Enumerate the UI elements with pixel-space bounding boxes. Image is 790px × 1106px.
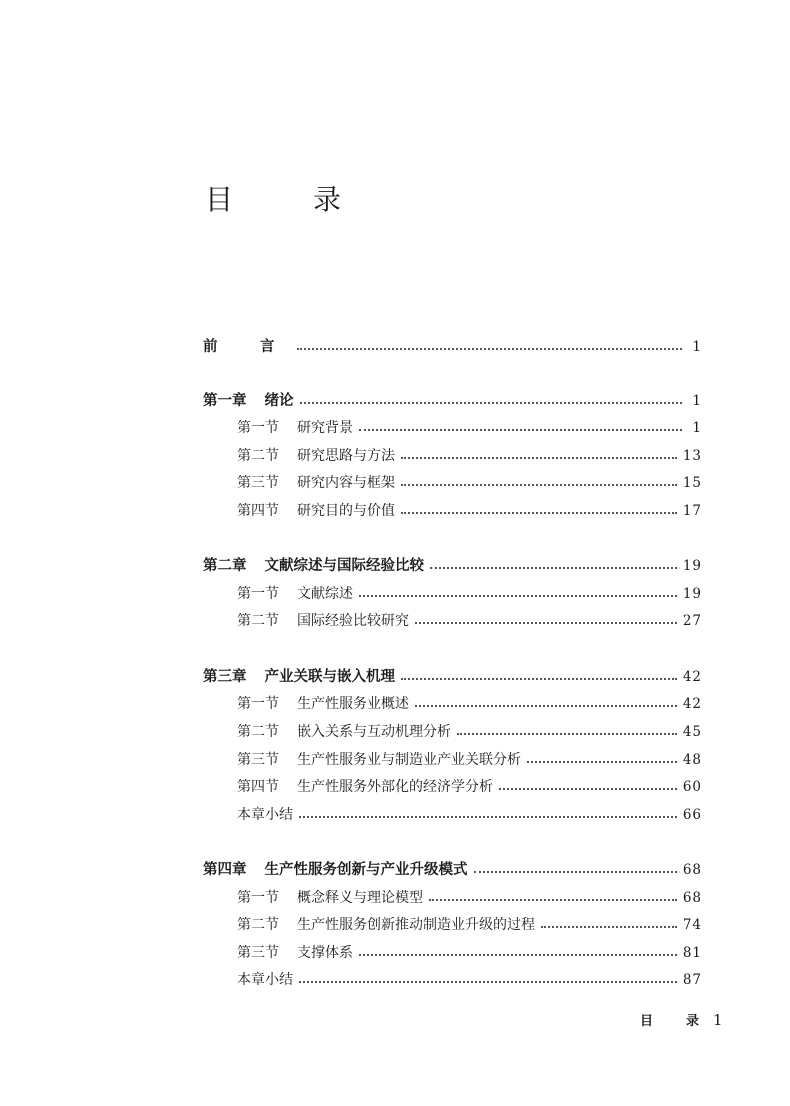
chapter-number: 第三章 <box>203 668 247 685</box>
section-number: 第三节 <box>237 945 279 961</box>
toc-page-number: 60 <box>682 779 702 795</box>
dot-leader <box>541 926 677 928</box>
toc-page-number: 13 <box>682 448 702 464</box>
section-number: 第一节 <box>237 586 279 602</box>
toc-entry-label <box>203 665 395 689</box>
section-number: 第二节 <box>237 613 279 629</box>
toc-entry-section[interactable] <box>237 720 702 744</box>
toc-entry-label <box>203 389 294 413</box>
toc-page-number: 17 <box>682 503 702 519</box>
section-title: 国际经验比较研究 <box>297 613 409 629</box>
dot-leader <box>401 457 677 459</box>
toc-entry-section[interactable] <box>237 416 702 440</box>
section-number: 第一节 <box>237 420 279 436</box>
toc-page-number: 27 <box>682 613 702 629</box>
chapter-title: 绪论 <box>264 392 294 409</box>
page-footer <box>640 1010 723 1029</box>
section-title: 研究背景 <box>297 420 353 436</box>
dot-leader <box>297 348 683 350</box>
dot-leader <box>474 871 677 873</box>
section-number: 第一节 <box>237 890 279 906</box>
dot-leader <box>499 788 677 790</box>
section-title: 嵌入关系与互动机理分析 <box>297 724 451 740</box>
toc-entry-label <box>237 720 451 744</box>
section-title: 生产性服务外部化的经济学分析 <box>297 779 493 795</box>
toc-entry-section[interactable] <box>237 913 702 937</box>
toc-entry-section[interactable] <box>237 499 702 523</box>
dot-leader <box>401 678 677 680</box>
toc-entry-label <box>237 582 353 606</box>
toc-entry-section[interactable] <box>237 582 702 606</box>
chapter-number: 第一章 <box>203 392 247 409</box>
toc-page-number: 1 <box>692 393 702 409</box>
chapter-title: 文献综述与国际经验比较 <box>264 557 424 574</box>
section-title: 文献综述 <box>297 586 353 602</box>
dot-leader <box>359 595 677 597</box>
chapter-title: 生产性服务创新与产业升级模式 <box>264 861 468 878</box>
section-number: 第三节 <box>237 475 279 491</box>
toc-page-number: 42 <box>682 696 702 712</box>
toc-entry-label <box>203 858 468 882</box>
toc-entry-chapter[interactable] <box>203 554 702 578</box>
section-number: 第二节 <box>237 448 279 464</box>
dot-leader <box>299 816 677 818</box>
dot-leader <box>415 705 677 707</box>
dot-leader <box>457 733 677 735</box>
toc-entry-section[interactable] <box>237 609 702 633</box>
toc-entry-chapter[interactable] <box>203 665 702 689</box>
page-title: 目 录 <box>205 183 368 216</box>
dot-leader <box>300 402 683 404</box>
toc-entry-label <box>237 968 293 992</box>
dot-leader <box>401 484 677 486</box>
toc-page-number: 87 <box>682 972 702 988</box>
toc-page-number: 66 <box>682 807 702 823</box>
toc-page-number: 19 <box>682 586 702 602</box>
footer-page-number: 1 <box>713 1011 723 1029</box>
section-title: 研究思路与方法 <box>297 448 395 464</box>
section-title: 生产性服务业概述 <box>297 696 409 712</box>
toc-entry-label <box>237 471 395 495</box>
toc-entry-chapter[interactable] <box>203 858 702 882</box>
dot-leader <box>401 512 677 514</box>
toc-entry-summary[interactable] <box>237 968 702 992</box>
section-number: 第四节 <box>237 503 279 519</box>
toc-page-number: 1 <box>692 420 702 436</box>
toc-entry-label <box>237 692 409 716</box>
dot-leader <box>299 981 677 983</box>
toc-entry-label <box>237 748 521 772</box>
toc-page-number: 48 <box>682 752 702 768</box>
toc-page-number: 81 <box>682 945 702 961</box>
section-number: 第四节 <box>237 779 279 795</box>
toc-page-number: 45 <box>682 724 702 740</box>
toc-entry-label <box>237 941 353 965</box>
toc-entry-label <box>237 416 353 440</box>
dot-leader <box>527 761 677 763</box>
section-number: 第三节 <box>237 752 279 768</box>
toc-entry-label <box>237 886 423 910</box>
toc-entry-section[interactable] <box>237 775 702 799</box>
toc-entry-label <box>237 609 409 633</box>
toc-entry-section[interactable] <box>237 748 702 772</box>
toc-entry-label <box>237 803 293 827</box>
section-title: 研究内容与框架 <box>297 475 395 491</box>
section-title: 支撑体系 <box>297 945 353 961</box>
section-title: 本章小结 <box>237 972 293 988</box>
section-title: 研究目的与价值 <box>297 503 395 519</box>
running-footer-title: 目 录 <box>640 1014 710 1029</box>
section-title: 概念释义与理论模型 <box>297 890 423 906</box>
toc-page-number: 15 <box>682 475 702 491</box>
chapter-number: 第二章 <box>203 557 247 574</box>
toc-entry-section[interactable] <box>237 444 702 468</box>
toc-entry-label <box>237 913 535 937</box>
toc-entry-chapter[interactable] <box>203 389 702 413</box>
toc-page-number: 1 <box>692 339 702 355</box>
toc-page-number: 74 <box>682 917 702 933</box>
dot-leader <box>430 567 677 569</box>
toc-entry-section[interactable] <box>237 692 702 716</box>
toc-entry-preface[interactable] <box>203 335 702 359</box>
toc-page-number: 68 <box>682 862 702 878</box>
section-number: 第一节 <box>237 696 279 712</box>
toc-entry-label <box>203 554 424 578</box>
chapter-title: 产业关联与嵌入机理 <box>264 668 395 685</box>
dot-leader <box>359 429 682 431</box>
section-number: 第二节 <box>237 917 279 933</box>
toc-page-number: 68 <box>682 890 702 906</box>
toc-page-number: 42 <box>682 669 702 685</box>
dot-leader <box>429 899 677 901</box>
dot-leader <box>359 954 677 956</box>
dot-leader <box>415 622 677 624</box>
toc-entry-label <box>237 444 395 468</box>
toc-entry-label <box>237 499 395 523</box>
section-title: 本章小结 <box>237 807 293 823</box>
toc-entry-section[interactable] <box>237 941 702 965</box>
toc-entry-label <box>237 775 493 799</box>
toc-entry-summary[interactable] <box>237 803 702 827</box>
chapter-number: 第四章 <box>203 861 247 878</box>
toc-page-number: 19 <box>682 558 702 574</box>
toc-entry-section[interactable] <box>237 886 702 910</box>
section-title: 生产性服务业与制造业产业关联分析 <box>297 752 521 768</box>
toc-entry-label: 前 言 <box>203 338 289 355</box>
section-number: 第二节 <box>237 724 279 740</box>
toc-entry-section[interactable] <box>237 471 702 495</box>
section-title: 生产性服务创新推动制造业升级的过程 <box>297 917 535 933</box>
